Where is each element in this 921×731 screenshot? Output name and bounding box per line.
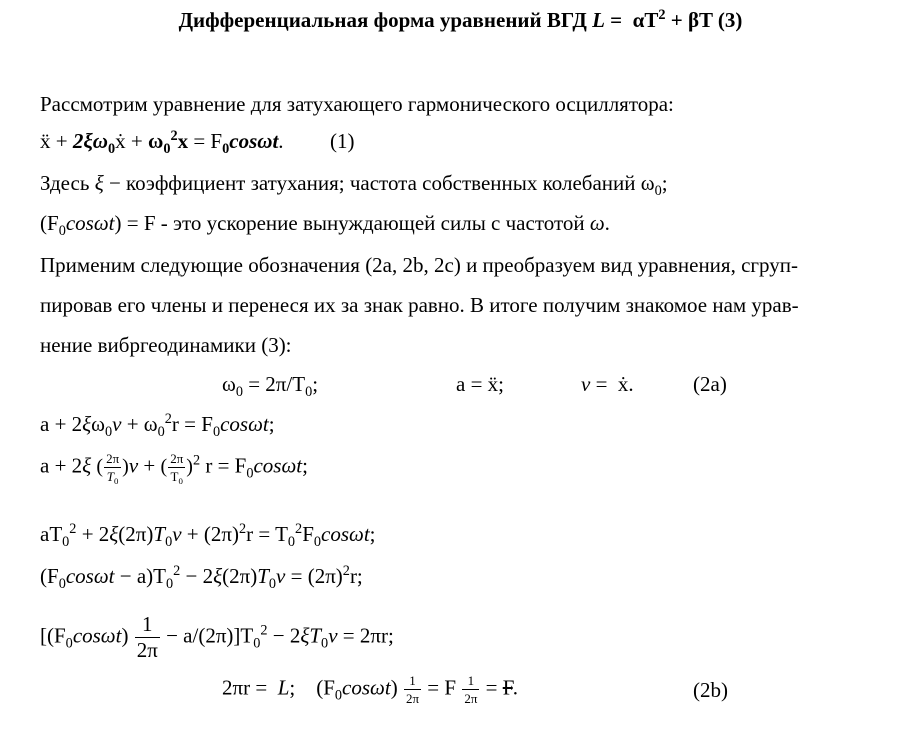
derivation-line-5: [$(F_0\cos\omega t)$ $\frac{1}{2\pi}$ − $a/(2\pi)]T_0^2 - 2\xi T_0v = 2\pi r$; — [40, 612, 394, 662]
here-xi-desc: коэффициент затухания; частота собственных колебаний — [126, 171, 636, 195]
apply-line-1: Применим следующие обозначения (2а, 2b, 2с) и преобразуем вид уравнения, сгруп- — [40, 253, 798, 277]
force-line: $(F_0\cos\omega t) = F$ - это ускорение вынуждающей силы с частотой ω. — [40, 211, 610, 239]
apply-line-3: нение вибргеодинамики (3): — [40, 333, 292, 357]
derivation-line-3: $aT_0^2 + 2\xi(2\pi)T_0v + (2\pi)^2r = T_0^2F_0\cos\omega t$; — [40, 521, 376, 550]
force-desc: - это ускорение вынуждающей силы с частотой — [160, 211, 585, 235]
equation-1 — [40, 128, 355, 157]
derivation-line-1: $a + 2\xi\omega_0v + \omega_0^2r = F_0\cos\omega t$; — [40, 411, 275, 440]
document-title — [0, 7, 921, 32]
derivation-line-4: $(F_0\cos\omega t - a)T_0^2 - 2\xi(2\pi)T_0v = (2\pi)^2r$; — [40, 563, 363, 592]
equation-2a-label: (2а) — [693, 372, 727, 396]
equation-2b: 2πr = L; $(F_0\cos\omega t)$ $\frac{1}{2\pi}$ = F $\frac{1}{2\pi}$ = F. — [222, 673, 518, 706]
equation-2a-omega: $\omega_0 = 2\pi/T_0$; — [222, 372, 319, 400]
apply-line-2: пировав его члены и перенеся их за знак равно. В итоге получим знакомое нам урав- — [40, 293, 799, 317]
here-prefix: Здесь — [40, 171, 90, 195]
intro-paragraph — [40, 94, 674, 115]
derivation-line-2: a + 2ξ ( $\frac{2\pi}{T_0}$ )v + ( $\frac{2\pi}{T_0}$ )$^2$ $r = F_0\cos\omega t$; — [40, 451, 308, 487]
equation-1-label: (1) — [330, 129, 355, 153]
equation-1-body: ẍ + $2\xi\omega_0ẋ + \omega_0^2x = F_0\cos\omega t$. — [40, 128, 284, 157]
equation-2b-label: (2b) — [693, 678, 728, 702]
definitions-line: Здесь ξ − коэффициент затухания; частота собственных колебаний $\omega_0$; — [40, 171, 668, 199]
intro-text: Рассмотрим уравнение для затухающего гармонического осциллятора: — [40, 92, 674, 116]
title-text: Дифференциальная форма уравнений ВГД $L = \alpha T^2 + \beta T$ (3) — [178, 7, 743, 32]
equation-2a-a: a = ẍ; — [456, 372, 504, 396]
equation-2a-v: v = ẋ. — [581, 372, 634, 396]
